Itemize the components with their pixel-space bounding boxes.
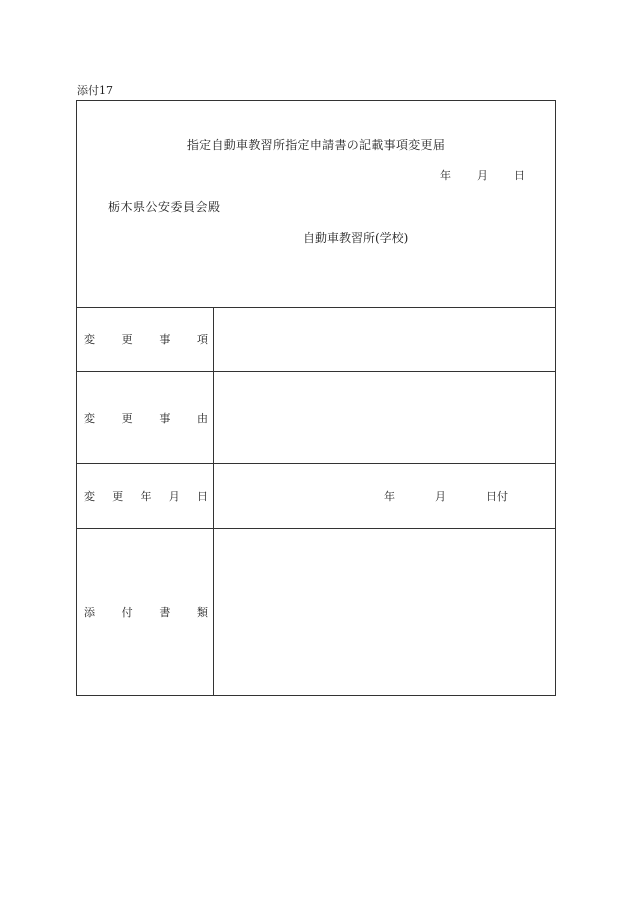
row-change-reason	[77, 372, 555, 464]
submission-date	[440, 167, 525, 183]
attached-documents-label	[84, 604, 208, 620]
change-date-label	[84, 488, 208, 504]
school-name-label: 自動車教習所(学校)	[303, 231, 409, 245]
change-date-field[interactable]	[214, 464, 555, 528]
label-char: 年	[140, 490, 152, 503]
label-char: 項	[196, 333, 208, 346]
attached-documents-field[interactable]	[214, 529, 555, 695]
submission-year-label: 年	[440, 169, 451, 182]
change-notification-form	[76, 100, 556, 696]
row-change-date	[77, 464, 555, 529]
form-header	[77, 101, 555, 308]
change-item-label	[84, 331, 208, 347]
change-date-units	[384, 464, 508, 528]
submission-day-label: 日	[514, 169, 525, 182]
label-char: 類	[196, 606, 208, 619]
change-item-field[interactable]	[214, 307, 555, 371]
label-char: 月	[168, 490, 180, 503]
change-month-label: 月	[435, 490, 446, 503]
label-char: 添	[84, 606, 95, 619]
addressee: 栃木県公安委員会殿	[108, 200, 221, 214]
change-reason-label	[84, 410, 208, 426]
label-char: 付	[121, 606, 133, 619]
label-char: 更	[121, 333, 133, 346]
change-year-label: 年	[384, 490, 395, 503]
change-reason-field[interactable]	[214, 372, 555, 463]
submission-month-label: 月	[477, 169, 488, 182]
attachment-number: 添付17	[77, 84, 113, 97]
change-item-label-cell	[77, 307, 214, 371]
label-char: 変	[84, 333, 95, 346]
change-date-label-cell	[77, 464, 214, 528]
change-reason-label-cell	[77, 372, 214, 463]
label-char: 日	[197, 490, 208, 503]
label-char: 変	[84, 490, 95, 503]
label-char: 更	[121, 411, 133, 425]
attached-documents-label-cell	[77, 529, 214, 695]
label-char: 由	[196, 411, 208, 425]
label-char: 事	[159, 411, 171, 425]
label-char: 更	[112, 490, 124, 503]
label-char: 事	[159, 333, 171, 346]
label-char: 書	[159, 606, 171, 619]
label-char: 変	[84, 411, 95, 425]
row-attached-documents	[77, 529, 555, 695]
row-change-item	[77, 307, 555, 372]
change-day-label: 日付	[486, 490, 508, 503]
form-title: 指定自動車教習所指定申請書の記載事項変更届	[186, 138, 446, 152]
